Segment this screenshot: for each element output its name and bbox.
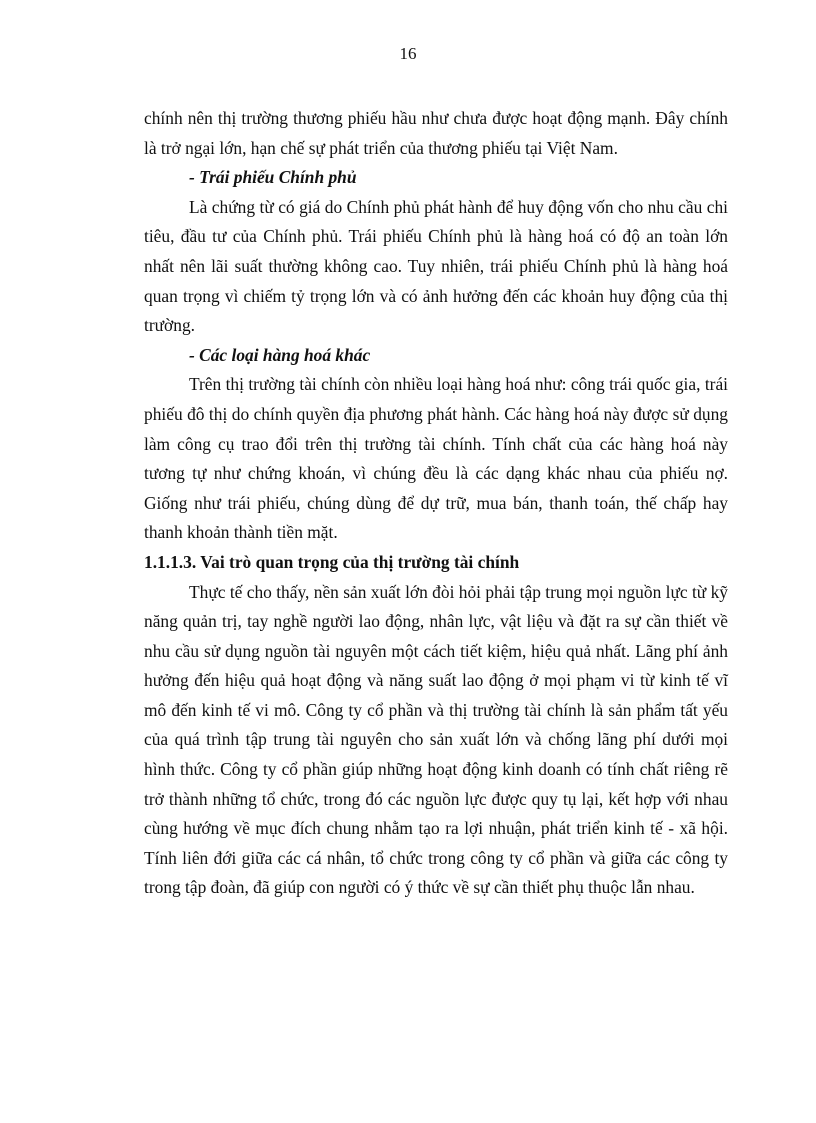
- paragraph-government-bonds: Là chứng từ có giá do Chính phủ phát hành để huy động vốn cho nhu cầu chi tiêu, đầu tư của Chính phủ. Trái phiếu Chính phủ là hàng hoá có độ an toàn lớn nhất nên lãi suất thường không cao. Tuy nhiên, trái phiếu Chính phủ là hàng hoá quan trọng vì chiếm tỷ trọng lớn và có ảnh hưởng đến các khoản huy động của thị trường.: [144, 196, 728, 336]
- page-number: 16: [399, 44, 417, 63]
- section-heading: 1.1.1.3. Vai trò quan trọng của thị trường tài chính: [144, 551, 520, 572]
- paragraph-role: Thực tế cho thấy, nền sản xuất lớn đòi hỏi phải tập trung mọi nguồn lực từ kỹ năng quản trị, tay nghề người lao động, nhân lực, vật liệu và đặt ra sự cần thiết về nhu cầu sử dụng nguồn tài nguyên một cách tiết kiệm, hiệu quả nhất. Lãng phí ảnh hưởng đến hiệu quả hoạt động và năng suất lao động ở mọi phạm vi từ kinh tế vĩ mô đến kinh tế vi mô. Công ty cổ phần và thị trường tài chính là sản phẩm tất yếu của quá trình tập trung tài nguyên cho sản xuất lớn và chống lãng phí dưới mọi hình thức. Công ty cổ phần giúp những hoạt động kinh doanh có tính chất riêng rẽ trở thành những tổ chức, trong đó các nguồn lực được quy tụ lại, kết hợp với nhau cùng hướng về mục đích chung nhằm tạo ra lợi nhuận, phát triển kinh tế - xã hội. Tính liên đới giữa các cá nhân, tổ chức trong công ty cổ phần và giữa các công ty trong tập đoàn, đã giúp con người có ý thức về sự cần thiết phụ thuộc lẫn nhau.: [144, 581, 728, 898]
- document-body: [144, 104, 728, 903]
- paragraph-continuation: chính nên thị trường thương phiếu hầu như chưa được hoạt động mạnh. Đây chính là trở ngại lớn, hạn chế sự phát triển của thương phiếu tại Việt Nam.: [144, 108, 728, 158]
- subheading-government-bonds: - Trái phiếu Chính phủ: [189, 167, 357, 188]
- subheading-other-goods: - Các loại hàng hoá khác: [189, 344, 371, 365]
- paragraph-other-goods: Trên thị trường tài chính còn nhiều loại hàng hoá như: công trái quốc gia, trái phiếu đô thị do chính quyền địa phương phát hành. Các hàng hoá này được sử dụng làm công cụ trao đổi trên thị trường tài chính. Tính chất của các hàng hoá này tương tự như chứng khoán, vì chúng đều là các dạng khác nhau của phiếu nợ. Giống như trái phiếu, chúng dùng để dự trữ, mua bán, thanh toán, thế chấp hay thanh khoản thành tiền mặt.: [144, 374, 728, 543]
